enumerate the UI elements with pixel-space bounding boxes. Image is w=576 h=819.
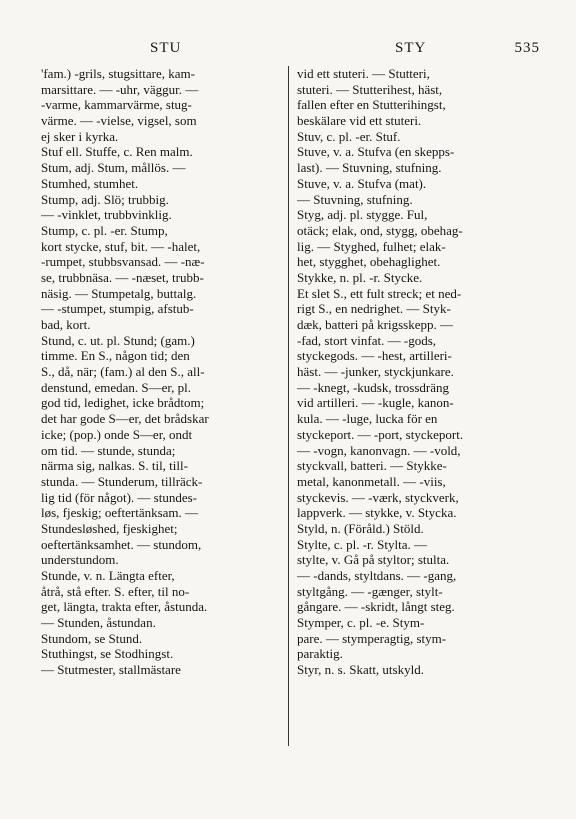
- entry-line: Stuve, v. a. Stufva (en skepps-: [297, 144, 455, 160]
- entry-line: Stykke, n. pl. -r. Stycke.: [297, 269, 423, 285]
- entry-line: 'fam.) -grils, stugsittare, kam-: [41, 66, 195, 81]
- entry-line: vid ett stuteri. — Stutteri,: [297, 66, 430, 81]
- entry-line: Stum, adj. Stum, mållös. —: [41, 160, 186, 176]
- entry-line: Stump, adj. Slö; trubbig.: [41, 191, 169, 207]
- column-divider: [288, 66, 289, 746]
- entry-line: Styg, adj. pl. stygge. Ful,: [297, 207, 428, 223]
- entry-line: närma sig, nalkas. S. til, till-: [41, 458, 188, 474]
- entry-line: värme. — -vielse, vigsel, som: [41, 113, 197, 129]
- entry-line: se, trubbnäsa. — -næset, trubb-: [41, 269, 204, 285]
- entry-line: god tid, ledighet, icke brådtom;: [41, 395, 205, 411]
- entry-line: oeftertänksamhet. — stundom,: [41, 536, 202, 552]
- entry-line: det har gode S—er, det brådskar: [41, 411, 209, 427]
- entry-line: stylte, v. Gå på styltor; stulta.: [297, 552, 450, 568]
- entry-line: last). — Stuvning, stufning.: [297, 160, 442, 176]
- entry-line: lappverk. — stykke, v. Stycka.: [297, 505, 457, 521]
- entry-line: stuteri. — Stutterihest, häst,: [297, 81, 443, 97]
- page-number: 535: [514, 40, 540, 56]
- entry-line: gångare. — -skridt, långt steg.: [297, 599, 455, 615]
- entry-line: paraktig.: [297, 646, 343, 662]
- entry-line: Stumhed, stumhet.: [41, 175, 139, 191]
- entry-line: — -vogn, kanonvagn. — -vold,: [297, 442, 461, 458]
- entry-line: styckeport. — -port, styckeport.: [297, 426, 464, 442]
- entry-line: denstund, emedan. S—er, pl.: [41, 379, 192, 395]
- entry-line: -rumpet, stubbsvansad. — -næ-: [41, 254, 205, 270]
- entry-line: get, längta, trakta efter, åstunda.: [41, 599, 208, 615]
- entry-line: rigt S., en nedrighet. — Styk-: [297, 301, 451, 317]
- entry-line: om tid. — stunde, stunda;: [41, 442, 176, 458]
- entry-line: kula. — -luge, lucka för en: [297, 411, 438, 427]
- entry-line: Stuthingst, se Stodhingst.: [41, 646, 174, 662]
- entry-line: lig. — Styghed, fulhet; elak-: [297, 238, 446, 254]
- page-header: [40, 40, 540, 62]
- entry-line: fallen efter en Stutterihingst,: [297, 97, 446, 113]
- entry-line: — -stumpet, stumpig, afstub-: [41, 301, 194, 317]
- entry-line: ej sker i kyrka.: [41, 128, 119, 144]
- entry-line: Stuve, v. a. Stufva (mat).: [297, 175, 427, 191]
- entry-line: Stund, c. ut. pl. Stund; (gam.): [41, 332, 195, 348]
- entry-line: näsig. — Stumpetalg, buttalg.: [41, 285, 197, 301]
- entry-line: Stunde, v. n. Längta efter,: [41, 568, 175, 583]
- entry-line: styltgång. — -gænger, stylt-: [297, 583, 443, 599]
- entry-line: — Stuvning, stufning.: [297, 191, 413, 207]
- entry-line: het, stygghet, obehaglighet.: [297, 254, 441, 270]
- entry-line: lig tid (för något). — stundes-: [41, 489, 197, 505]
- entry-line: metal, kanonmetall. — -viis,: [297, 473, 446, 489]
- entry-line: bad, kort.: [41, 317, 91, 332]
- entry-line: pare. — stymperagtig, stym-: [297, 630, 447, 646]
- entry-line: S., då, när; (fam.) al den S., all-: [41, 364, 205, 380]
- entry-line: häst. — -junker, styckjunkare.: [297, 364, 454, 380]
- right-column: [297, 66, 542, 678]
- entry-line: Styr, n. s. Skatt, utskyld.: [297, 662, 424, 678]
- entry-line: timme. En S., någon tid; den: [41, 348, 190, 364]
- entry-line: icke; (pop.) onde S—er, ondt: [41, 426, 193, 442]
- entry-line: — Stunden, åstundan.: [41, 615, 156, 631]
- header-left-guide-word: STU: [150, 40, 182, 56]
- entry-line: — -knegt, -kudsk, trossdräng: [297, 379, 450, 395]
- entry-line: Stylte, c. pl. -r. Stylta. —: [297, 536, 427, 552]
- entry-line: stunda. — Stunderum, tillräck-: [41, 473, 203, 489]
- entry-line: Stuv, c. pl. -er. Stuf.: [297, 128, 401, 144]
- left-column: [41, 66, 286, 678]
- entry-line: Stymper, c. pl. -e. Stym-: [297, 615, 425, 631]
- entry-line: vid artilleri. — -kugle, kanon-: [297, 395, 454, 411]
- header-right-guide-word: STY: [395, 40, 427, 56]
- entry-line: Et slet S., ett fult streck; et ned-: [297, 285, 462, 301]
- entry-line: — -vinklet, trubbvinklig.: [41, 207, 172, 223]
- entry-line: styckvall, batteri. — Stykke-: [297, 458, 447, 474]
- entry-line: -varme, kammarvärme, stug-: [41, 97, 192, 113]
- entry-line: -fad, stort vinfat. — -gods,: [297, 332, 437, 348]
- entry-line: — -dands, styltdans. — -gang,: [297, 568, 457, 583]
- entry-line: — Stutmester, stallmästare: [41, 662, 181, 678]
- entry-line: Styld, n. (Föråld.) Stöld.: [297, 520, 424, 536]
- entry-line: understundom.: [41, 552, 119, 568]
- entry-line: styckevis. — -værk, styckverk,: [297, 489, 459, 505]
- entry-line: beskälare vid ett stuteri.: [297, 113, 422, 129]
- entry-line: marsittare. — -uhr, väggur. —: [41, 81, 199, 97]
- entry-line: kort stycke, stuf, bit. — -halet,: [41, 238, 201, 254]
- entry-line: Stundom, se Stund.: [41, 630, 143, 646]
- entry-line: løs, fjeskig; oeftertänksam. —: [41, 505, 199, 521]
- entry-line: Stump, c. pl. -er. Stump,: [41, 222, 168, 238]
- entry-line: dæk, batteri på krigsskepp. —: [297, 317, 453, 332]
- entry-line: Stundesløshed, fjeskighet;: [41, 520, 178, 536]
- entry-line: Stuf ell. Stuffe, c. Ren malm.: [41, 144, 193, 160]
- entry-line: otäck; elak, ond, stygg, obehag-: [297, 222, 463, 238]
- entry-line: åtrå, stå efter. S. efter, til no-: [41, 583, 190, 599]
- entry-line: styckegods. — -hest, artilleri-: [297, 348, 452, 364]
